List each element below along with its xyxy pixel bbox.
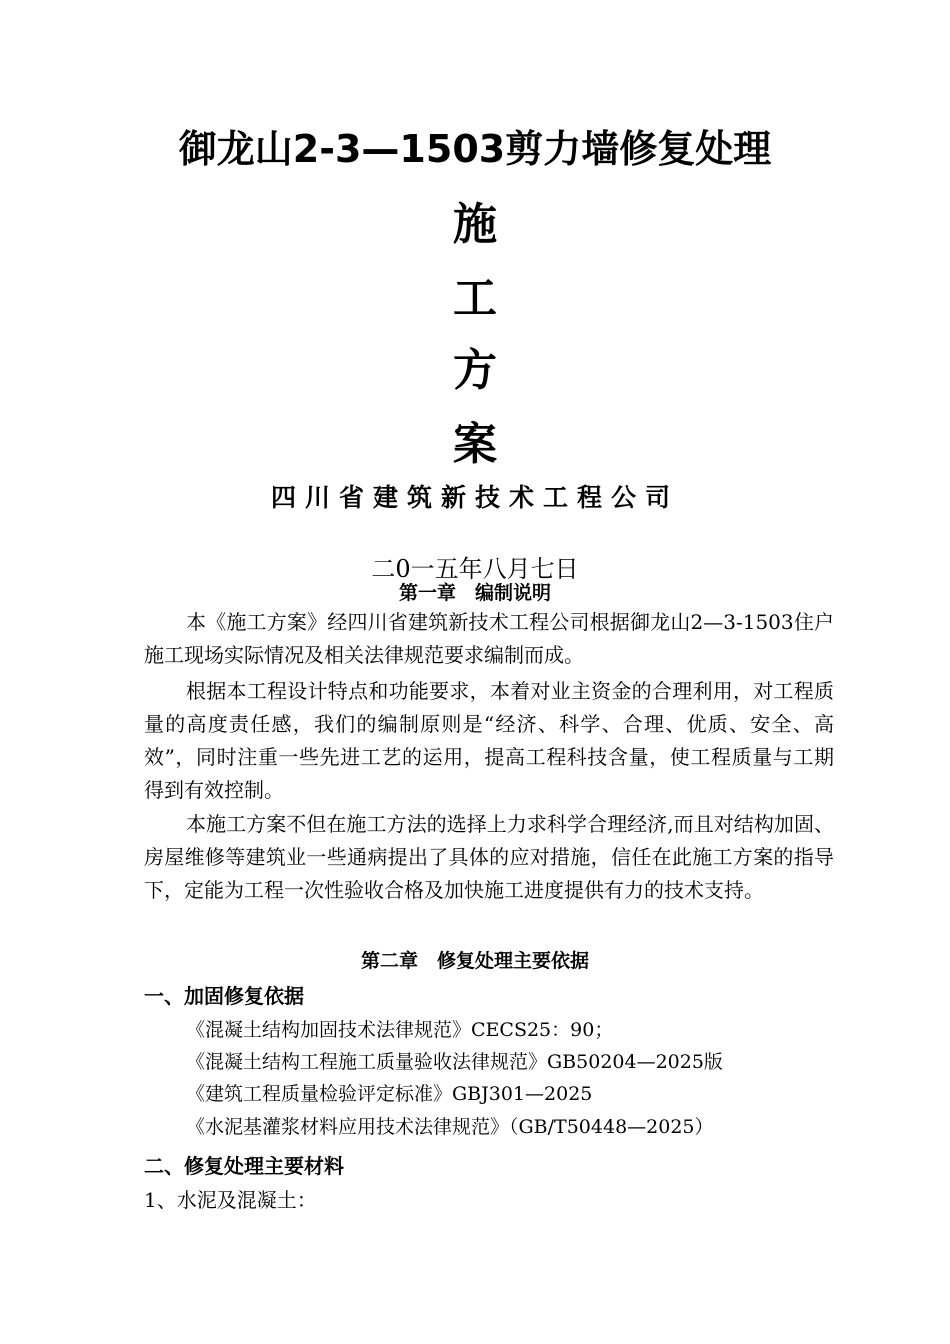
paragraph: 本施工方案不但在施工方法的选择上力求科学合理经济,而且对结构加固、房屋维修等建筑业一些通病提出了具体的应对措施，信任在此施工方案的指导下，定能为工程一次性验收合格及加快施工进度提供有力的技术支持。	[144, 812, 834, 902]
chapter-heading: 第二章 修复处理主要依据	[360, 950, 589, 972]
vertical-title-char: 方	[453, 345, 497, 396]
list-item: 1、水泥及混凝土：	[144, 1188, 317, 1212]
section-heading: 二、修复处理主要材料	[144, 1154, 344, 1178]
paragraph: 本《施工方案》经四川省建筑新技术工程公司根据御龙山2—3-1503住户施工现场实际情况及相关法律规范要求编制而成。	[144, 610, 834, 667]
document-title: 御龙山2-3—1503剪力墙修复处理	[178, 127, 772, 171]
reference-item: 《建筑工程质量检验评定标准》GBJ301—2025	[186, 1083, 593, 1105]
company-name: 四川省建筑新技术工程公司	[270, 483, 679, 512]
vertical-title-char: 工	[453, 273, 497, 324]
vertical-title-char: 案	[453, 419, 497, 470]
paragraph: 根据本工程设计特点和功能要求，本着对业主资金的合理利用，对工程质量的高度责任感，我们的编制原则是“经济、科学、合理、优质、安全、高效”，同时注重一些先进工艺的运用，提高工程科技含量，使工程质量与工期得到有效控制。	[144, 679, 834, 802]
reference-item: 《混凝土结构加固技术法律规范》CECS25：90；	[186, 1019, 614, 1041]
reference-item: 《混凝土结构工程施工质量验收法律规范》GB50204—2025版	[186, 1051, 723, 1073]
vertical-title-char: 施	[453, 199, 497, 250]
reference-item: 《水泥基灌浆材料应用技术法律规范》（GB/T50448—2025）	[186, 1116, 714, 1138]
document-date: 二0一五年八月七日	[371, 555, 579, 583]
chapter-heading: 第一章 编制说明	[398, 582, 551, 604]
section-heading: 一、加固修复依据	[144, 984, 304, 1008]
